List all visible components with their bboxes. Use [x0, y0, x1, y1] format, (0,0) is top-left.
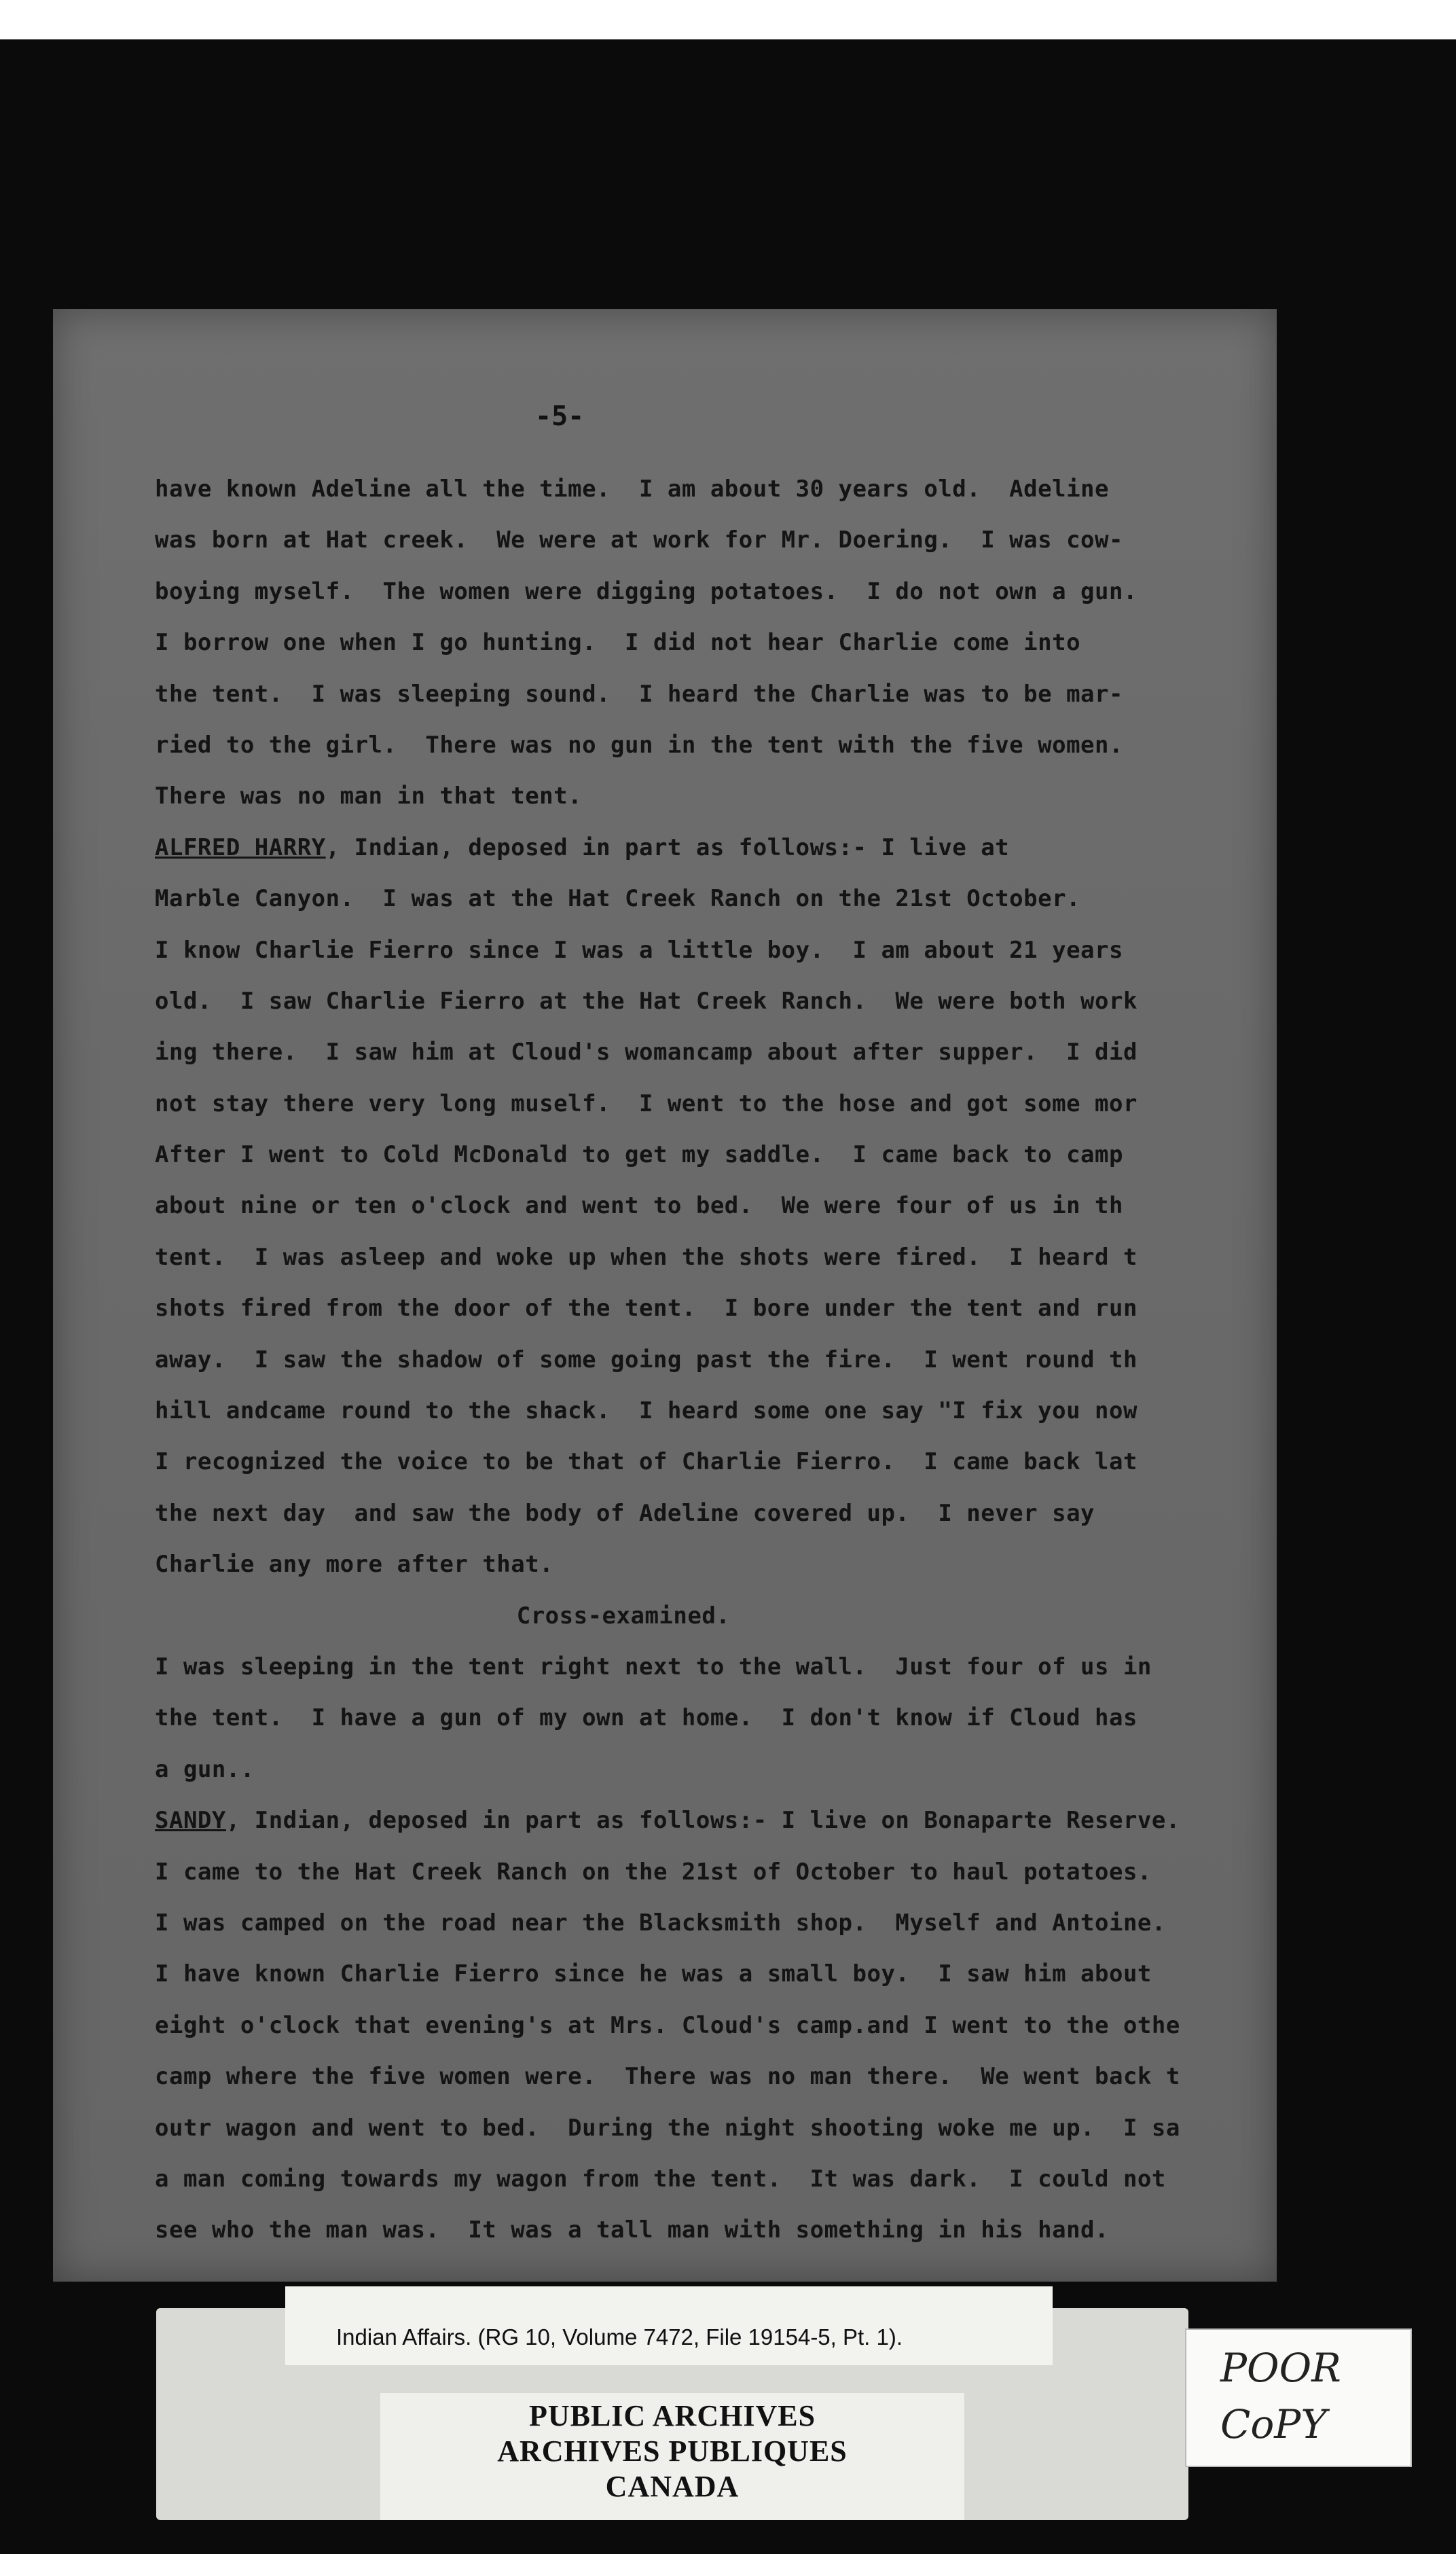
text-line [155, 1335, 1269, 1386]
note-line-1: POOR [1220, 2345, 1341, 2391]
text-line [155, 464, 1269, 515]
deponent-name: SANDY [155, 1807, 226, 1835]
line-text: I came to the Hat Creek Ranch on the 21st of October to haul potatoes. [155, 1858, 1152, 1886]
deponent-name: ALFRED HARRY [155, 833, 326, 861]
text-line [155, 2000, 1269, 2051]
text-line [155, 976, 1269, 1027]
line-text: about nine or ten o'clock and went to bed. We were four of us in th [155, 1192, 1123, 1220]
text-line [155, 771, 1269, 822]
text-line [155, 2154, 1269, 2205]
text-line [155, 823, 1269, 874]
text-line [155, 2205, 1269, 2256]
line-text: a gun.. [155, 1755, 255, 1783]
line-text: Charlie any more after that. [155, 1551, 554, 1579]
text-line [155, 1539, 1269, 1590]
line-text: I know Charlie Fierro since I was a little boy. I am about 21 years [155, 936, 1123, 964]
line-text: I borrow one when I go hunting. I did not hear Charlie come into [155, 629, 1081, 657]
line-text: boying myself. The women were digging potatoes. I do not own a gun. [155, 577, 1138, 605]
document-page [53, 309, 1277, 2282]
note-line-2: CoPY [1220, 2401, 1327, 2447]
line-text: , Indian, deposed in part as follows:- I live at [325, 833, 1010, 861]
text-line [155, 1898, 1269, 1949]
line-text: the tent. I was sleeping sound. I heard the Charlie was to be mar- [155, 680, 1123, 708]
line-text: shots fired from the door of the tent. I bore under the tent and run [155, 1295, 1138, 1323]
stamp-line-2: ARCHIVES PUBLIQUES [497, 2434, 848, 2468]
text-line [155, 1283, 1269, 1334]
page-number: -5- [535, 401, 585, 432]
line-text: After I went to Cold McDonald to get my saddle. I came back to camp [155, 1141, 1123, 1169]
line-text: I have known Charlie Fierro since he was a small boy. I saw him about [155, 1960, 1152, 1988]
line-text: tent. I was asleep and woke up when the shots were fired. I heard t [155, 1243, 1138, 1271]
stamp-panel [380, 2393, 964, 2520]
line-text: have known Adeline all the time. I am about 30 years old. Adeline [155, 475, 1109, 503]
text-line [155, 874, 1269, 924]
line-text: eight o'clock that evening's at Mrs. Cloud's camp.and I went to the othe [155, 2011, 1180, 2039]
line-text: , Indian, deposed in part as follows:- I live on Bonaparte Reserve. [225, 1807, 1180, 1835]
line-text: outr wagon and went to bed. During the night shooting woke me up. I sa [155, 2114, 1180, 2142]
stamp-line-1: PUBLIC ARCHIVES [528, 2399, 816, 2432]
text-line [155, 1642, 1269, 1693]
stamp-line-3: CANADA [605, 2470, 740, 2503]
text-line [155, 1795, 1269, 1846]
text-line [155, 1181, 1269, 1231]
text-line [155, 1130, 1269, 1181]
text-line [155, 1693, 1269, 1744]
archive-reference: Indian Affairs. (RG 10, Volume 7472, File 19154-5, Pt. 1). [336, 2324, 903, 2350]
line-text: was born at Hat creek. We were at work for Mr. Doering. I was cow- [155, 526, 1123, 554]
line-text: the next day and saw the body of Adeline covered up. I never say [155, 1499, 1095, 1527]
line-text: I was sleeping in the tent right next to the wall. Just four of us in [155, 1653, 1152, 1680]
text-line [155, 1027, 1269, 1078]
text-line [155, 617, 1269, 668]
line-text: a man coming towards my wagon from the tent. It was dark. I could not [155, 2165, 1166, 2193]
text-line [155, 566, 1269, 617]
text-line [155, 1949, 1269, 2000]
text-line [155, 1488, 1269, 1539]
text-line [155, 515, 1269, 566]
line-text: I was camped on the road near the Blacksmith shop. Myself and Antoine. [155, 1909, 1166, 1937]
text-line [155, 1386, 1269, 1437]
text-line [155, 925, 1269, 976]
document-body [155, 464, 1269, 2256]
line-text: ing there. I saw him at Cloud's womancamp about after supper. I did [155, 1039, 1138, 1066]
line-text: the tent. I have a gun of my own at home. I don't know if Cloud has [155, 1704, 1138, 1732]
line-text: camp where the five women were. There was no man there. We went back t [155, 2063, 1180, 2091]
line-text: not stay there very long muself. I went to the hose and got some mor [155, 1090, 1138, 1117]
line-text: ried to the girl. There was no gun in the tent with the five women. [155, 731, 1123, 759]
text-line [155, 720, 1269, 771]
text-line [155, 1744, 1269, 1795]
text-line [155, 669, 1269, 720]
line-text: Marble Canyon. I was at the Hat Creek Ranch on the 21st October. [155, 885, 1081, 913]
poor-copy-note [1185, 2328, 1412, 2467]
line-text: I recognized the voice to be that of Charlie Fierro. I came back lat [155, 1448, 1138, 1476]
line-text: old. I saw Charlie Fierro at the Hat Creek Ranch. We were both work [155, 987, 1138, 1015]
line-text: away. I saw the shadow of some going past the fire. I went round th [155, 1346, 1138, 1373]
text-line [155, 2103, 1269, 2154]
text-line [155, 1079, 1269, 1130]
line-text: Cross-examined. [516, 1602, 731, 1630]
text-line [155, 1591, 1269, 1642]
archive-reference-label [285, 2286, 1053, 2365]
text-line [155, 1232, 1269, 1283]
text-line [155, 1847, 1269, 1898]
line-text: There was no man in that tent. [155, 783, 583, 810]
text-line [155, 2051, 1269, 2102]
text-line [155, 1437, 1269, 1488]
line-text: hill andcame round to the shack. I heard some one say "I fix you now [155, 1397, 1138, 1425]
line-text: see who the man was. It was a tall man with something in his hand. [155, 2216, 1109, 2244]
